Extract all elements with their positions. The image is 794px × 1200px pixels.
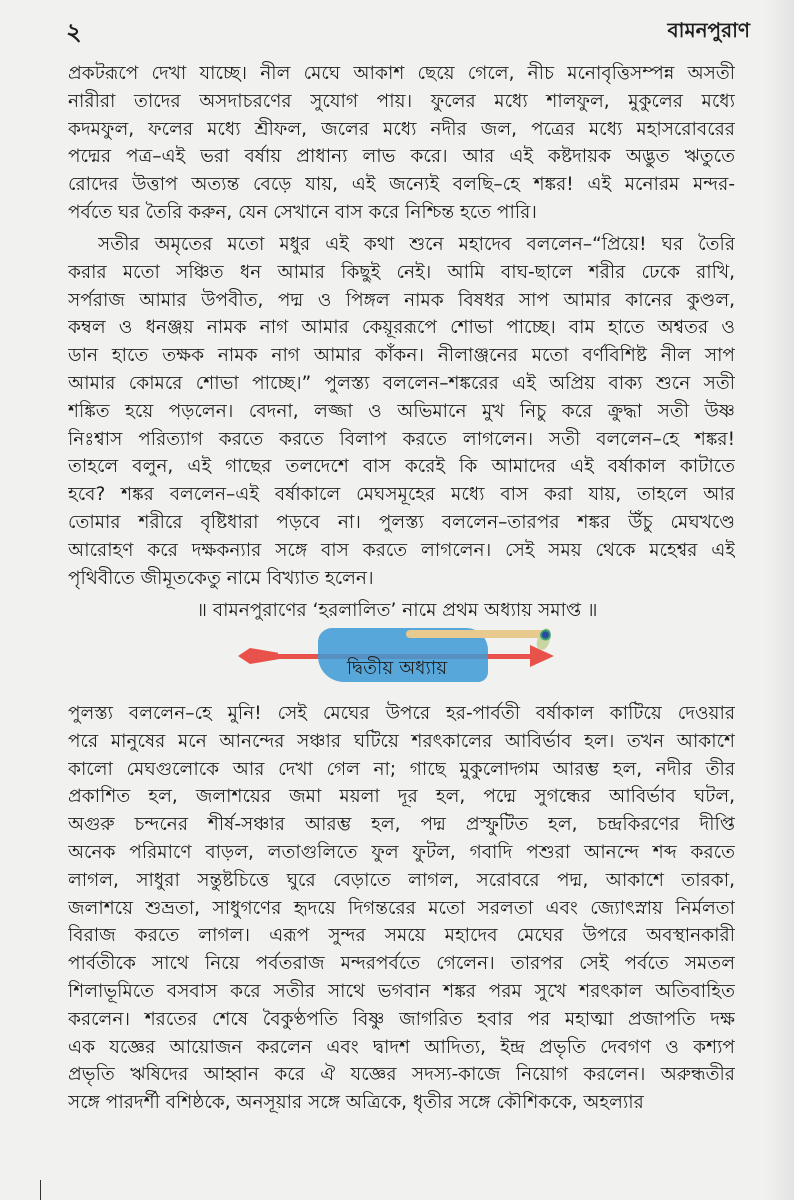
text-line: আরোহণ করে দক্ষকন্যার সঙ্গে বাস করতে লাগলেন। সেই সময় থেকে মহেশ্বর এই [68,539,735,561]
text-line: প্রভৃতি ঋষিদের আহ্বান করে ঐ যজ্ঞের সদস্য-কাজে নিয়োগ করলেন। অরুন্ধতীর [68,1064,735,1086]
text-line: তোমার শরীরে বৃষ্টিধারা পড়বে না। পুলস্ত্য বললেন–তারপর শঙ্কর উঁচু মেঘখণ্ডে [68,512,735,533]
text-line: আমার কোমরে শোভা পাচ্ছে।” পুলস্ত্য বললেন–শঙ্করের এই অপ্রিয় বাক্য শুনে সতী [68,373,735,394]
text-line: প্রকাশিত হল, জলাশয়ের জমা ময়লা দূর হল, পদ্মে সুগন্ধের আবির্ভাব ঘটল, [68,786,735,808]
text-line: সর্পরাজ আমার উপবীত, পদ্ম ও পিঙ্গল নামক বিষধর সাপ আমার কানের কুণ্ডল, [68,289,735,311]
chapter-title: দ্বিতীয় অধ্যায় [346,658,448,679]
text-line: করলেন। শরতের শেষে বৈকুণ্ঠপতি বিষ্ণু জাগরিত হবার পর মহাত্মা প্রজাপতি দক্ষ [68,1008,735,1030]
text-line: এক যজ্ঞের আয়োজন করলেন এবং দ্বাদশ আদিত্য, ইন্দ্র প্রভৃতি দেবগণ ও কশ্যপ [68,1036,735,1058]
text-line: বিরাজ করতে লাগল। এরূপ সুন্দর সময়ে মহাদেব মেঘের উপরে অবস্থানকারী [68,925,735,947]
chapter-end-note: ॥ বামনপুরাণের ‘হরলালিত’ নামে প্রথম অধ্যায় সমাপ্ত ॥ [196,600,598,621]
text-line: পরে মানুষের মনে আনন্দের সঞ্চার ঘটিয়ে শরৎকালের আবির্ভাব হল। তখন আকাশে [68,730,735,752]
text-line: শিলাভূমিতে বসবাস করে সতীর সাথে ভগবান শঙ্কর পরম সুখে শরৎকাল অতিবাহিত [68,981,735,1002]
running-header-title: বামনপুরাণ [667,18,750,42]
text-line: অনেক পরিমাণে বাড়ল, লতাগুলিতে ফুল ফুটল, গবাদি পশুরা আনন্দে শব্দ করতে [68,842,735,863]
text-line: নারীরা তাদের অসদাচরণের সুযোগ পায়। ফুলের মধ্যে শালফুল, মুকুলের মধ্যে [68,90,735,112]
text-line: করার মতো সঞ্চিত ধন আমার কিছুই নেই। আমি বাঘ-ছালে শরীর ঢেকে রাখি, [68,261,735,283]
text-line: প্রকটরূপে দেখা যাচ্ছে। নীল মেঘে আকাশ ছেয়ে গেলে, নীচ মনোবৃত্তিসম্পন্ন অসতী [68,63,735,84]
text-line: পর্বতে ঘর তৈরি করুন, যেন সেখানে বাস করে নিশ্চিন্ত হতে পারি। [68,202,537,223]
text-line: ডান হাতে তক্ষক নামক নাগ আমার কাঁকন। নীলাঞ্জনের মতো বর্ণবিশিষ্ট নীল সাপ [68,345,735,367]
margin-mark [40,1180,41,1200]
text-line: পুলস্ত্য বললেন–হে মুনি! সেই মেঘের উপরে হর-পার্বতী বর্ষাকাল কাটিয়ে দেওয়ার [68,703,735,724]
text-line: তাহলে বলুন, এই গাছের তলদেশে বাস করেই কি আমাদের এই বর্ষাকাল কাটাতে [68,456,735,478]
text-line: জলাশয়ে শুভ্রতা, সাধুগণের হৃদয়ে দিগন্তরের মতো সরলতা এবং জ্যোৎস্নায় নির্মলতা [68,897,735,919]
text-line: কালো মেঘগুলোকে আর দেখা গেল না; গাছে মুকুলোদ্গম আরম্ভ হল, নদীর তীর [68,758,735,780]
text-line: কদমফুল, ফলের মধ্যে শ্রীফল, জলের মধ্যে নদীর জল, পত্রের মধ্যে মহাসরোবরের [68,118,735,140]
text-line: নিঃশ্বাস পরিত্যাগ করতে করতে বিলাপ করতে লাগলেন। সতী বললেন–হে শঙ্কর! [68,428,735,450]
text-line: পার্বতীকে সাথে নিয়ে পর্বতরাজ মন্দরপর্বতে গেলেন। তারপর সেই পর্বতে সমতল [68,953,735,975]
text-line: হবে? শঙ্কর বললেন–এই বর্ষাকালে মেঘসমূহের মধ্যে বাস করা যায়, তাহলে আর [68,484,735,506]
text-line: রোদের উত্তাপ অত্যন্ত বেড়ে যায়, এই জন্যেই বলছি–হে শঙ্কর! এই মনোরম মন্দর- [68,174,735,196]
page-number: ২ [66,18,82,46]
text-line: কম্বল ও ধনঞ্জয় নামক নাগ আমার কেয়ূররূপে শোভা পাচ্ছে। বাম হাতে অশ্বতর ও [68,317,735,339]
text-line: পৃথিবীতে জীমূতকেতু নামে বিখ্যাত হলেন। [68,567,374,589]
text-line: অগুরু চন্দনের শীর্ষ-সঞ্চার আরম্ভ হল, পদ্ম প্রস্ফুটিত হল, চন্দ্রকিরণের দীপ্তি [68,814,735,836]
text-line: সঙ্গে পারদর্শী বশিষ্ঠকে, অনসূয়ার সঙ্গে অত্রিকে, ধৃতীর সঙ্গে কৌশিককে, অহল্যার [68,1092,644,1114]
flute-icon [406,630,546,638]
text-line: পদ্মের পত্র–এই ভরা বর্ষায় প্রাধান্য লাভ করে। আর এই কষ্টদায়ক অদ্ভুত ঋতুতে [68,146,735,168]
text-line: লাগল, সাধুরা সন্তুষ্টচিত্তে ঘুরে বেড়াতে লাগল, সরোবরে পদ্ম, আকাশে তারকা, [68,869,735,891]
text-line: শঙ্কিত হয়ে পড়লেন। বেদনা, লজ্জা ও অভিমানে মুখ নিচু করে ক্রুদ্ধা সতী উষ্ণ [68,400,735,422]
text-line: সতীর অমৃতের মতো মধুর এই কথা শুনে মহাদেব বললেন–“প্রিয়ে! ঘর তৈরি [98,234,735,255]
